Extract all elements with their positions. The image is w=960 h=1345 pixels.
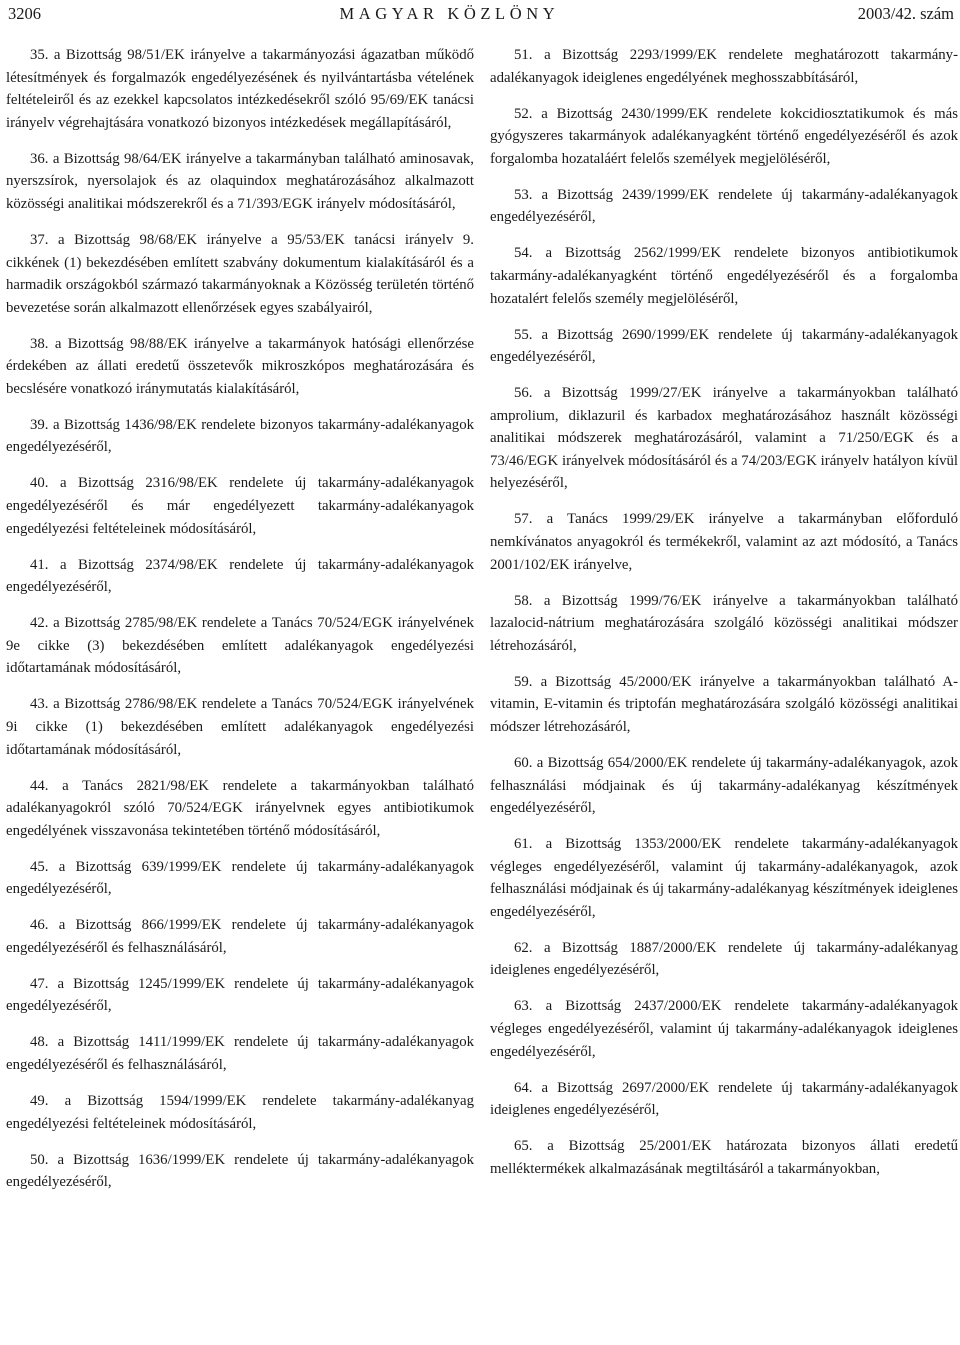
list-item: 39. a Bizottság 1436/98/EK rendelete bizonyos takarmány-adalékanyagok engedélyezéséről, <box>6 416 474 456</box>
list-item: 51. a Bizottság 2293/1999/EK rendelete meghatározott takarmány-adalékanyagok ideiglenes engedélyének meghosszabbításáról, <box>490 47 958 86</box>
publication-title: MAGYAR KÖZLÖNY <box>339 4 560 23</box>
list-item: 41. a Bizottság 2374/98/EK rendelete új takarmány-adalékanyagok engedélyezéséről, <box>6 556 474 596</box>
list-item: 53. a Bizottság 2439/1999/EK rendelete új takarmány-adalékanyagok engedélyezéséről, <box>490 186 958 226</box>
list-item: 43. a Bizottság 2786/98/EK rendelete a Tanács 70/524/EGK irányelvének 9i cikke (1) bekezdésében említett adalékanyagok engedélyezési időtartamának módosításáról, <box>6 696 474 758</box>
list-item: 46. a Bizottság 866/1999/EK rendelete új takarmány-adalékanyagok engedélyezéséről és felhasználásáról, <box>6 917 474 956</box>
list-item: 55. a Bizottság 2690/1999/EK rendelete új takarmány-adalékanyagok engedélyezéséről, <box>490 326 958 366</box>
list-item: 48. a Bizottság 1411/1999/EK rendelete új takarmány-adalékanyagok engedélyezéséről és felhasználásáról, <box>6 1034 474 1074</box>
list-item: 64. a Bizottság 2697/2000/EK rendelete új takarmány-adalékanyagok ideiglenes engedélyezéséről, <box>490 1079 958 1119</box>
list-item: 47. a Bizottság 1245/1999/EK rendelete új takarmány-adalékanyagok engedélyezéséről, <box>6 975 474 1015</box>
list-item: 38. a Bizottság 98/88/EK irányelve a takarmányok hatósági ellenőrzése érdekében az állati eredetű összetevők mikroszkópos meghatározására és becslésére vonatkozó iránymutatás kialakításáról, <box>6 335 474 397</box>
list-item: 56. a Bizottság 1999/27/EK irányelve a takarmányokban található amprolium, diklazuril és karbadox meghatározásához használt közösségi analitikai módszerek meghatározásáról, valamint a 71/250/EGK és a 73/46/EGK irányelvek módosításáról és a 74/203/EGK irányelv hatályon kívül helyezéséről, <box>490 385 958 492</box>
list-item: 35. a Bizottság 98/51/EK irányelve a takarmányozási ágazatban működő létesítmények és forgalmazók engedélyezésének és nyilvántartásba vételének feltételeiről és az ezekkel kapcsolatos intézkedésekről szóló 95/69/EK tanácsi irányelv végrehajtására vonatkozó bizonyos intézkedések megállapításáról, <box>6 47 474 131</box>
list-item: 37. a Bizottság 98/68/EK irányelve a 95/53/EK tanácsi irányelv 9. cikkének (1) bekezdésében említett szabvány dokumentum kialakításáról és a harmadik országokból származó takarmányoknak a Közösség területén történő bevezetése során alkalmazott ellenőrzések egyes szabályairól, <box>6 231 474 316</box>
list-item: 63. a Bizottság 2437/2000/EK rendelete takarmány-adalékanyagok végleges engedélyezéséről, valamint új takarmány-adalékanyagok ideiglenes engedélyezéséről, <box>490 998 958 1060</box>
list-item: 44. a Tanács 2821/98/EK rendelete a takarmányokban található adalékanyagokról szóló 70/524/EGK irányelvnek egyes antibiotikumok engedélyének visszavonása tekintetében történő módosításáról, <box>6 777 474 839</box>
list-item: 36. a Bizottság 98/64/EK irányelve a takarmányban található aminosavak, nyerszsírok, nyersolajok és az olaquindox meghatározásához alkalmazott közösségi analitikai módszerekről és a 71/393/EGK irányelv módosításáról, <box>6 150 474 212</box>
list-item: 40. a Bizottság 2316/98/EK rendelete új takarmány-adalékanyagok engedélyezéséről és már engedélyezett takarmány-adalékanyagok engedélyezési feltételeinek módosításáról, <box>6 475 474 537</box>
page-header <box>8 4 954 28</box>
issue-number: 2003/42. szám <box>857 4 954 23</box>
list-item: 54. a Bizottság 2562/1999/EK rendelete bizonyos antibiotikumok takarmány-adalékanyagként történő engedélyezéséről és a forgalomba hozatalért felelős személy megjelöléséről, <box>490 245 958 307</box>
list-item: 45. a Bizottság 639/1999/EK rendelete új takarmány-adalékanyagok engedélyezéséről, <box>6 858 474 898</box>
page-number: 3206 <box>8 4 41 23</box>
list-item: 57. a Tanács 1999/29/EK irányelve a takarmányban előforduló nemkívánatos anyagokról és termékekről, valamint az azt módosító, a Tanács 2001/102/EK irányelve, <box>490 511 958 573</box>
list-item: 60. a Bizottság 654/2000/EK rendelete új takarmány-adalékanyagok, azok felhasználási módjainak és új takarmány-adalékanyag készítmények engedélyezéséről, <box>490 754 958 817</box>
list-item: 65. a Bizottság 25/2001/EK határozata bizonyos állati eredetű melléktermékek alkalmazásának megtiltásáról a takarmányokban, <box>490 1138 958 1177</box>
list-item: 52. a Bizottság 2430/1999/EK rendelete kokcidiosztatikumok és más gyógyszeres takarmányok adalékanyagként történő engedélyezéséről és azok forgalomba hozataláért felelős személyek megjelöléséről, <box>490 105 958 167</box>
right-column <box>490 44 958 1194</box>
list-item: 50. a Bizottság 1636/1999/EK rendelete új takarmány-adalékanyagok engedélyezéséről, <box>6 1151 474 1191</box>
list-item: 59. a Bizottság 45/2000/EK irányelve a takarmányokban található A-vitamin, E-vitamin és triptofán meghatározására szolgáló közösségi analitikai módszer létrehozásáról, <box>490 673 958 735</box>
list-item: 42. a Bizottság 2785/98/EK rendelete a Tanács 70/524/EGK irányelvének 9e cikke (3) bekezdésében említett adalékanyagok engedélyezési időtartamának módosításáról, <box>6 615 474 677</box>
list-item: 61. a Bizottság 1353/2000/EK rendelete takarmány-adalékanyagok végleges engedélyezéséről, valamint új takarmány-adalékanyagok, azok felhasználási módjainak és új takarmány-adalékanyag készítmények ideiglenes engedélyezéséről, <box>490 836 958 920</box>
left-column <box>6 44 474 1207</box>
list-item: 58. a Bizottság 1999/76/EK irányelve a takarmányokban található lazalocid-nátrium meghatározására szolgáló közösségi analitikai módszer létrehozásáról, <box>490 592 958 654</box>
list-item: 62. a Bizottság 1887/2000/EK rendelete új takarmány-adalékanyag ideiglenes engedélyezéséről, <box>490 939 958 979</box>
list-item: 49. a Bizottság 1594/1999/EK rendelete takarmány-adalékanyag engedélyezési feltételeinek módosításáról, <box>6 1093 474 1132</box>
